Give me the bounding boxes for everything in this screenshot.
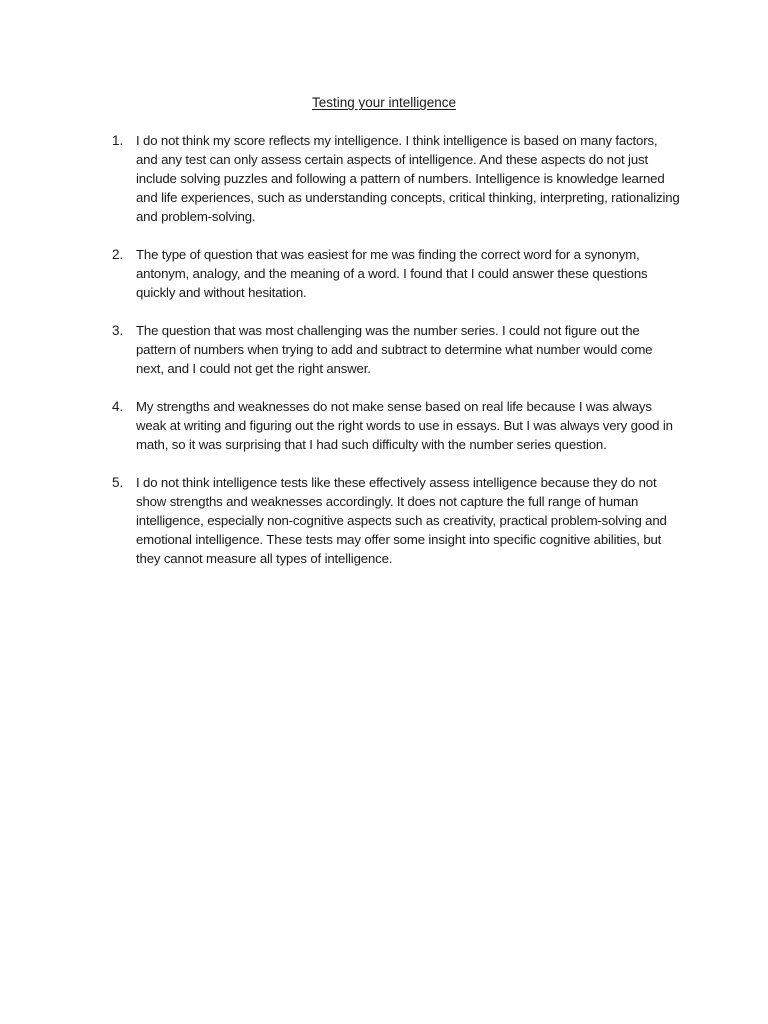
answer-number: 4.: [112, 399, 124, 414]
answer-list: [100, 131, 680, 587]
answer-text: I do not think intelligence tests like these effectively assess intelligence because they do not show strengths and weaknesses accordingly. It does not capture the full range of human intelligence, especially non-cognitive aspects such as creativity, practical problem-solving and emotional intelligence. These tests may offer some insight into specific cognitive abilities, but they cannot measure all types of intelligence.: [136, 475, 667, 566]
answer-text: The question that was most challenging was the number series. I could not figure out the pattern of numbers when trying to add and subtract to determine what number would come next, and I could not get the right answer.: [136, 323, 653, 376]
answer-item-1: [100, 131, 680, 226]
answer-text: My strengths and weaknesses do not make sense based on real life because I was always weak at writing and figuring out the right words to use in essays. But I was always very good in math, so it was surprising that I had such difficulty with the number series question.: [136, 399, 673, 452]
answer-number: 1.: [112, 133, 124, 148]
answer-item-5: [100, 473, 680, 568]
answer-number: 5.: [112, 475, 124, 490]
document-title: Testing your intelligence: [311, 95, 457, 110]
answer-number: 3.: [112, 323, 124, 338]
answer-text: The type of question that was easiest for me was finding the correct word for a synonym, antonym, analogy, and the meaning of a word. I found that I could answer these questions quickly and without hesitation.: [136, 247, 648, 300]
answer-number: 2.: [112, 247, 124, 262]
answer-item-4: [100, 397, 680, 454]
answer-item-2: [100, 245, 680, 302]
answer-text: I do not think my score reflects my intelligence. I think intelligence is based on many factors, and any test can only assess certain aspects of intelligence. And these aspects do not just include solving puzzles and following a pattern of numbers. Intelligence is knowledge learned and life experiences, such as understanding concepts, critical thinking, interpreting, rationalizing and problem-solving.: [136, 133, 680, 224]
answer-item-3: [100, 321, 680, 378]
